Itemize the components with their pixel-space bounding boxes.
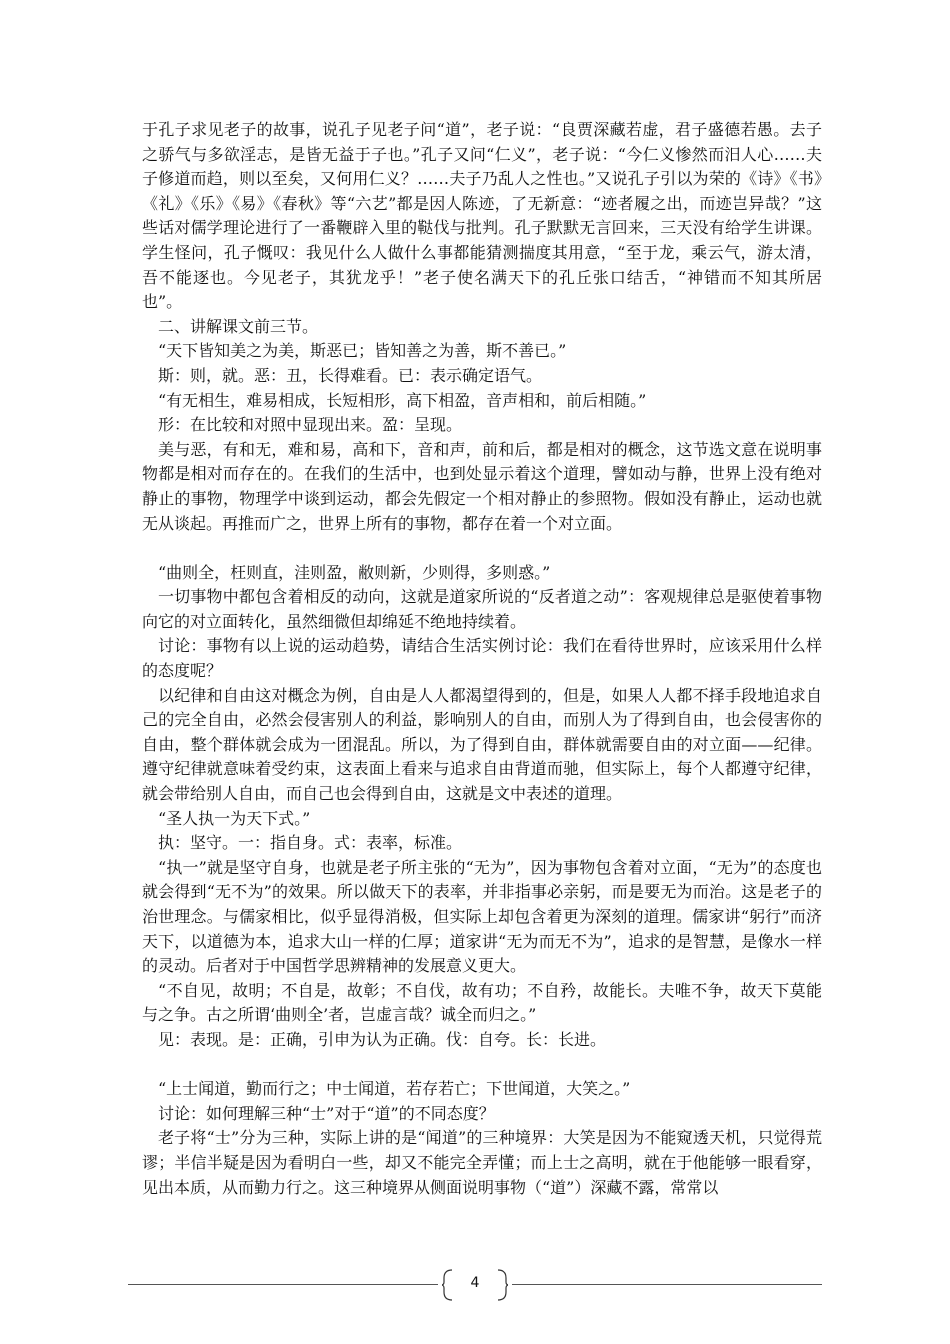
- quote-paragraph: “上士闻道，勤而行之；中士闻道，若存若亡；下世闻道，大笑之。”: [158, 1079, 631, 1099]
- body-paragraph: 一切事物中都包含着相反的动向，这就是道家所说的“反者道之动”：客观规律总是驱使着事物向它的对立面转化，虽然细微但却绵延不绝地持续着。: [142, 587, 822, 631]
- annotation-paragraph: 执：坚守。一：指自身。式：表率，标准。: [158, 833, 463, 853]
- page-number: 4: [470, 1275, 480, 1291]
- discussion-paragraph: 讨论：事物有以上说的运动趋势，请结合生活实例讨论：我们在看待世界时，应该采用什么样的态度呢？: [142, 636, 822, 681]
- body-paragraph: 老子将“士”分为三种，实际上讲的是“闻道”的三种境界：大笑是因为不能窥透天机，只觉得荒谬；半信半疑是因为看明白一些，却又不能完全弄懂；而上士之高明，就在于他能够一眼看穿，见出本质，从而勤力行之。这三种境界从侧面说明事物（“道”）深藏不露，常常以: [142, 1128, 822, 1197]
- blank-line: [142, 536, 822, 561]
- quote-paragraph: “曲则全，枉则直，洼则盈，敝则新，少则得，多则惑。”: [158, 562, 551, 582]
- section-heading: 二、讲解课文前三节。: [158, 316, 319, 336]
- paragraph-confucius-laozi-story: 于孔子求见老子的故事，说孔子见老子问“道”，老子说：“良贾深藏若虚，君子盛德若愚。去子之骄气与多欲淫志，是皆无益于子也。”孔子又问“仁义”，老子说：“今仁义惨然而汨人心……夫子修道而趋，则以至矣，又何用仁义？……夫子乃乱人之性也。”又说孔子引以为荣的《诗》《书》《礼》《乐》《易》《春秋》等“六艺”都是因人陈迹，了无新意：“迹者履之出，而迹岂异哉？”这些话对儒学理论进行了一番鞭辟入里的鞑伐与批判。孔子默默无言回来，三天没有给学生讲课。学生怪问，孔子慨叹：我见什么人做什么事都能猜测揣度其用意，“至于龙，乘云气，游太清，吾不能逐也。今见老子，其犹龙乎！”老子使名满天下的孔丘张口结舌，“神错而不知其所居也”。: [142, 120, 822, 312]
- page-number-frame: [442, 1268, 508, 1302]
- document-body: [142, 118, 822, 1200]
- annotation-paragraph: 斯：则，就。恶：丑，长得难看。已：表示确定语气。: [158, 365, 543, 385]
- discussion-paragraph: 讨论：如何理解三种“士”对于“道”的不同态度？: [158, 1103, 495, 1123]
- body-paragraph: 以纪律和自由这对概念为例，自由是人人都渴望得到的，但是，如果人人都不择手段地追求自己的完全自由，必然会侵害别人的利益，影响别人的自由，而别人为了得到自由，也会侵害你的自由，整个群体就会成为一团混乱。所以，为了得到自由，群体就需要自由的对立面——纪律。遵守纪律就意味着受约束，这表面上看来与追求自由背道而驰，但实际上，每个人都遵守纪律，就会带给别人自由，而自己也会得到自由，这就是文中表述的道理。: [142, 685, 822, 804]
- quote-paragraph: “不自见，故明；不自是，故彰；不自伐，故有功；不自矜，故能长。夫唯不争，故天下莫能与之争。古之所谓‘曲则全’者，岂虚言哉？诚全而归之。”: [142, 980, 822, 1025]
- quote-paragraph: “圣人执一为天下式。”: [158, 808, 311, 828]
- footer-rule-right: [512, 1284, 822, 1285]
- annotation-paragraph: 形：在比较和对照中显现出来。盈：呈现。: [158, 415, 463, 435]
- body-paragraph: 美与恶，有和无，难和易，高和下，音和声，前和后，都是相对的概念，这节选文意在说明事物都是相对而存在的。在我们的生活中，也到处显示着这个道理，譬如动与静，世界上没有绝对静止的事物，物理学中谈到运动，都会先假定一个相对静止的参照物。假如没有静止，运动也就无从谈起。再推而广之，世界上所有的事物，都存在着一个对立面。: [142, 439, 822, 533]
- quote-paragraph: “有无相生，难易相成，长短相形，高下相盈，音声相和，前后相随。”: [158, 390, 647, 410]
- blank-line: [142, 1053, 822, 1078]
- annotation-paragraph: 见：表现。是：正确，引申为认为正确。伐：自夸。长：长进。: [158, 1029, 607, 1049]
- quote-paragraph: “天下皆知美之为美，斯恶已；皆知善之为善，斯不善已。”: [158, 341, 567, 361]
- body-paragraph: “执一”就是坚守自身，也就是老子所主张的“无为”，因为事物包含着对立面，“无为”的态度也就会得到“无不为”的效果。所以做天下的表率，并非指事必亲躬，而是要无为而治。这是老子的治世理念。与儒家相比，似乎显得消极，但实际上却包含着更为深刻的道理。儒家讲“躬行”而济天下，以道德为本，追求大山一样的仁厚；道家讲“无为而无不为”，追求的是智慧，是像水一样的灵动。后者对于中国哲学思辨精神的发展意义更大。: [142, 857, 822, 976]
- footer-rule-left: [128, 1284, 438, 1285]
